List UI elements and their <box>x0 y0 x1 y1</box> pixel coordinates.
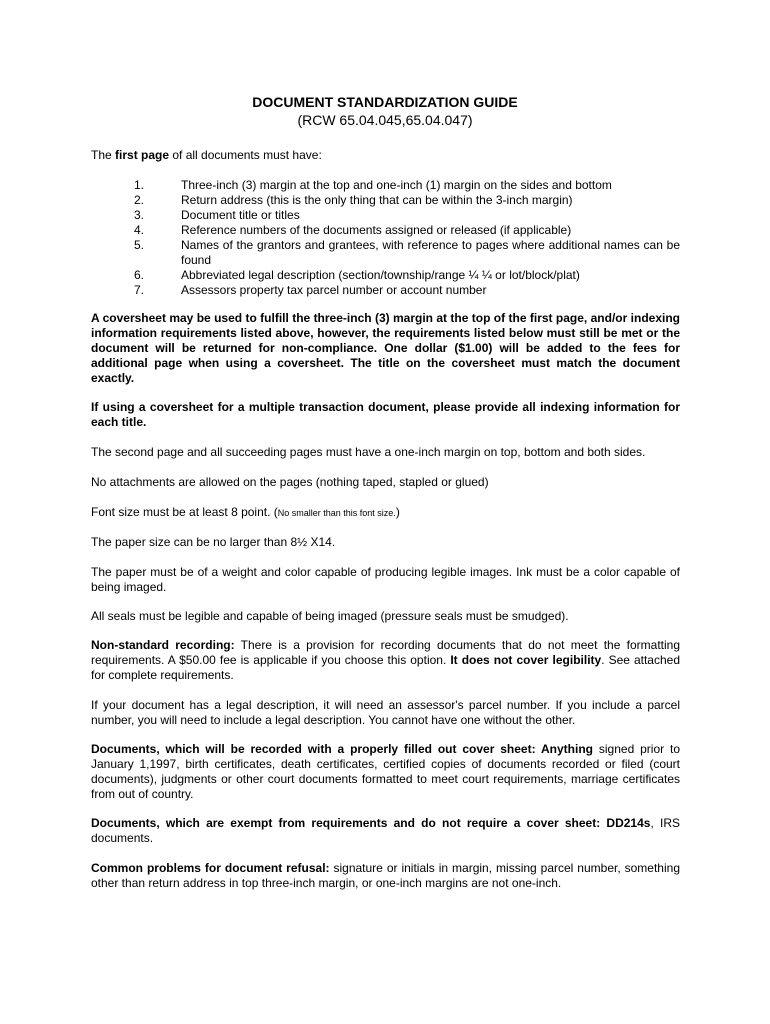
font-size-paragraph <box>91 505 680 521</box>
list-text: Three-inch (3) margin at the top and one-inch (1) margin on the sides and bottom <box>181 178 612 192</box>
intro-paragraph <box>91 148 680 163</box>
attachments-paragraph: No attachments are allowed on the pages (nothing taped, stapled or glued) <box>91 475 489 489</box>
seals-paragraph: All seals must be legible and capable of being imaged (pressure seals must be smudged). <box>91 609 569 623</box>
paper-weight-paragraph: The paper must be of a weight and color capable of producing legible images. Ink must be a color capable of being imaged. <box>91 565 680 594</box>
nonstandard-text: There is a provision for recording documents that do not meet the formatting requirements. A $50.00 fee is applicable if you choose this option. <box>91 638 681 667</box>
paper-size-paragraph: The paper size can be no larger than 8½ X14. <box>91 535 336 549</box>
list-item <box>134 178 680 193</box>
recorded-text: signed prior to January 1,1997, birth certificates, death certificates, certified copies of documents recorded or filed (court documents), judgments or other court documents formatted to meet court requirements, marriage certificates from out of country. <box>91 742 680 801</box>
page-subtitle: (RCW 65.04.045,65.04.047) <box>297 112 473 128</box>
second-page-paragraph: The second page and all succeeding pages must have a one-inch margin on top, bottom and both sides. <box>91 445 646 459</box>
coversheet-paragraph: A coversheet may be used to fulfill the three-inch (3) margin at the top of the first page, and/or indexing information requirements listed above, however, the requirements listed below must still be met or the document will be returned for non-compliance. One dollar ($1.00) will be added to the fees for additional page when using a coversheet. The title on the coversheet must match the document exactly. <box>91 311 680 385</box>
list-item <box>134 208 680 223</box>
intro-text: The <box>91 148 116 162</box>
list-number: 6. <box>134 268 145 282</box>
list-text: Reference numbers of the documents assigned or released (if applicable) <box>181 223 572 237</box>
list-text: Assessors property tax parcel number or account number <box>181 283 487 297</box>
list-text: Document title or titles <box>181 208 300 222</box>
font-size-close: ) <box>395 505 400 519</box>
legal-description-paragraph: If your document has a legal description, it will need an assessor's parcel number. If you include a parcel number, you will need to include a legal description. You cannot have one without the other. <box>91 698 680 727</box>
list-item <box>134 193 680 208</box>
list-item <box>134 223 680 238</box>
intro-bold: first page <box>115 148 170 162</box>
list-number: 3. <box>134 208 145 222</box>
list-number: 4. <box>134 223 145 237</box>
list-item <box>134 283 680 298</box>
list-number: 2. <box>134 193 145 207</box>
first-page-requirements-list <box>134 178 680 298</box>
intro-text: of all documents must have: <box>169 148 322 162</box>
problems-text: signature or initials in margin, missing parcel number, something other than return address in top three-inch margin, or one-inch margins are not one-inch. <box>91 861 680 890</box>
list-item <box>134 268 680 283</box>
font-size-text: Font size must be at least 8 point. ( <box>91 505 278 519</box>
nonstandard-paragraph <box>91 638 680 683</box>
recorded-label: Documents, which will be recorded with a properly filled out cover sheet: Anything <box>91 742 594 756</box>
list-number: 1. <box>134 178 145 192</box>
exempt-text: , IRS documents. <box>91 816 680 845</box>
page-title: DOCUMENT STANDARDIZATION GUIDE <box>252 94 518 110</box>
nonstandard-text: . See attached for complete requirements. <box>91 653 681 682</box>
nonstandard-bold: It does not cover legibility <box>450 653 602 667</box>
list-text: Abbreviated legal description (section/township/range ¼ ¼ or lot/block/plat) <box>181 268 580 282</box>
recorded-documents-paragraph <box>91 742 680 802</box>
list-item <box>134 238 680 268</box>
font-size-sample: No smaller than this font size. <box>277 508 396 518</box>
list-number: 5. <box>134 238 145 252</box>
list-number: 7. <box>134 283 145 297</box>
common-problems-paragraph <box>91 861 680 891</box>
list-text: Names of the grantors and grantees, with reference to pages where additional names can be found <box>181 238 680 267</box>
exempt-label: Documents, which are exempt from requirements and do not require a cover sheet: DD214s <box>91 816 651 830</box>
multiple-transaction-paragraph: If using a coversheet for a multiple transaction document, please provide all indexing information for each title. <box>91 400 680 429</box>
list-text: Return address (this is the only thing that can be within the 3-inch margin) <box>181 193 573 207</box>
problems-label: Common problems for document refusal: <box>91 861 330 875</box>
exempt-documents-paragraph <box>91 816 680 846</box>
nonstandard-label: Non-standard recording: <box>91 638 235 652</box>
